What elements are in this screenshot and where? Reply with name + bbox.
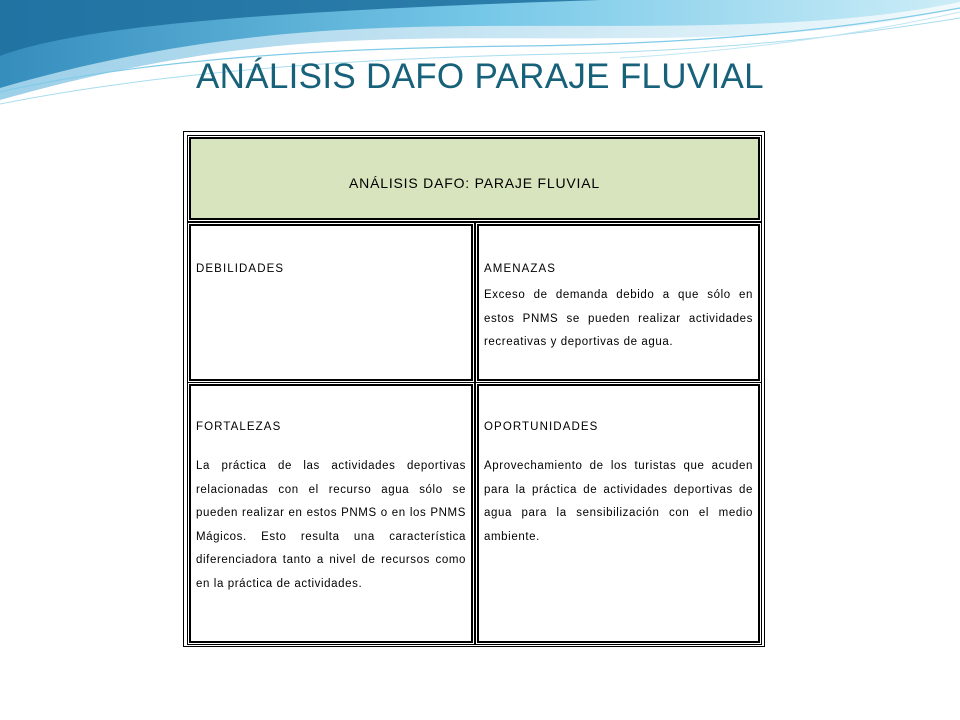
table-header-cell (189, 137, 760, 220)
slide-title: ANÁLISIS DAFO PARAJE FLUVIAL (196, 57, 764, 96)
amenazas-cell (477, 224, 760, 381)
fortalezas-title: FORTALEZAS (196, 421, 282, 433)
fortalezas-text: La práctica de las actividades deportivas relacionadas con el recurso agua sólo se pueden realizar en estos PNMS o en los PNMS Mágicos. Esto resulta una característica diferenciadora tanto a nivel de recursos como en la práctica de actividades. (196, 460, 466, 590)
amenazas-text: Exceso de demanda debido a que sólo en estos PNMS se pueden realizar actividades recreativas y deportivas de agua. (484, 289, 753, 348)
debilidades-title: DEBILIDADES (196, 263, 285, 275)
dafo-table (183, 131, 765, 647)
amenazas-title: AMENAZAS (484, 263, 557, 275)
table-header-text: ANÁLISIS DAFO: PARAJE FLUVIAL (349, 174, 600, 191)
oportunidades-cell (477, 384, 760, 643)
oportunidades-title: OPORTUNIDADES (484, 421, 599, 433)
fortalezas-cell (189, 384, 473, 643)
oportunidades-text: Aprovechamiento de los turistas que acuden para la práctica de actividades deportivas de agua para la sensibilización con el medio ambiente. (484, 460, 753, 543)
debilidades-cell (189, 224, 473, 381)
